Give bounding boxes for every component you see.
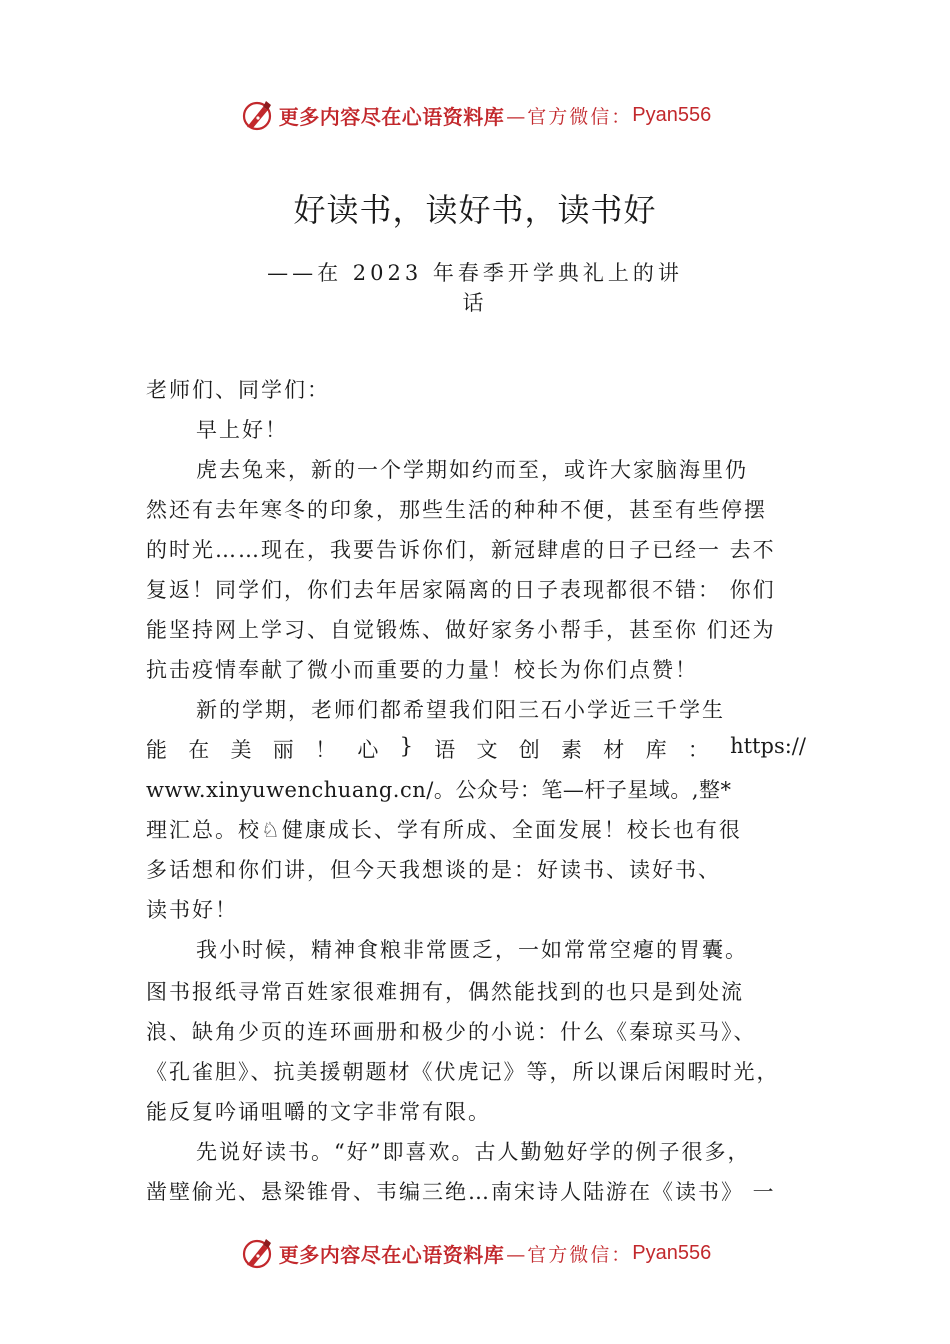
spread-char: 美 xyxy=(230,738,252,762)
watermark-banner-bottom xyxy=(0,1233,950,1273)
body-line: 抗击疫情奉献了微小而重要的力量！校长为你们点赞！ xyxy=(146,658,698,682)
watermark-wechat-id: Pyan556 xyxy=(632,1241,712,1264)
body-line: 新的学期，老师们都希望我们阳三石小学近三千学生 xyxy=(196,698,725,722)
body-line: 理汇总。校♘健康成长、学有所成、全面发展！校长也有很 xyxy=(146,818,742,842)
spread-char: ！ xyxy=(315,738,337,762)
body-line: 多话想和你们讲，但今天我想谈的是：好读书、读好书、 xyxy=(146,858,721,882)
subtitle-line-2: 话 xyxy=(462,291,488,315)
document-title: 好读书，读好书，读书好 xyxy=(293,191,657,229)
body-line: 能反复吟诵咀嚼的文字非常有限。 xyxy=(146,1100,491,1124)
body-line: 浪、缺角少页的连环画册和极少的小说：什么《秦琼买马》、 xyxy=(146,1020,757,1044)
watermark-banner-top xyxy=(0,95,950,135)
body-line: 虎去兔来，新的一个学期如约而至，或许大家脑海里仍 xyxy=(196,458,748,482)
document-subtitle xyxy=(0,258,950,318)
body-line: 能坚持网上学习、自觉锻炼、做好家务小帮手，甚至你 们还为 xyxy=(146,618,776,642)
body-line: 《孔雀胆》、抗美援朝题材《伏虎记》等，所以课后闲暇时光， xyxy=(146,1060,780,1084)
body-line: 的时光……现在，我要告诉你们，新冠肆虐的日子已经一 去不 xyxy=(146,538,776,562)
spread-char: 库 xyxy=(645,738,667,762)
watermark-wechat-id: Pyan556 xyxy=(632,103,712,126)
spread-char: 能 xyxy=(146,738,167,762)
watermark-wechat-label: —官方微信： xyxy=(506,1243,633,1266)
body-line: 早上好！ xyxy=(196,418,288,442)
spread-char: 素 xyxy=(561,738,583,762)
spread-char: 材 xyxy=(603,738,625,762)
spread-char: } xyxy=(399,734,413,758)
body-line-spread xyxy=(146,734,806,764)
spread-char: 丽 xyxy=(272,738,294,762)
spread-char: 文 xyxy=(476,738,498,762)
body-line: 我小时候，精神食粮非常匮乏，一如常常空瘪的胃囊。 xyxy=(196,938,748,962)
watermark-text: 更多内容尽在心语资料库 xyxy=(278,1242,505,1267)
watermark-text: 更多内容尽在心语资料库 xyxy=(278,104,505,129)
body-line: 读书好！ xyxy=(146,898,238,922)
spread-url: https:// xyxy=(730,734,806,758)
body-line: 然还有去年寒冬的印象，那些生活的种种不便，甚至有些停摆 xyxy=(146,498,767,522)
body-line: www.xinyuwenchuang.cn/。公众号：笔—杆子星域。,整* xyxy=(146,778,732,802)
body-line: 图书报纸寻常百姓家很难拥有，偶然能找到的也只是到处流 xyxy=(146,980,744,1004)
body-line: 复返！同学们，你们去年居家隔离的日子表现都很不错： 你们 xyxy=(146,578,776,602)
spread-char: 心 xyxy=(357,738,379,762)
spread-char: 创 xyxy=(518,738,540,762)
spread-char: 在 xyxy=(188,738,210,762)
watermark-wechat-label: —官方微信： xyxy=(506,105,633,128)
body-line-greeting: 老师们、同学们： xyxy=(146,378,330,402)
subtitle-line-1: ——在 2023 年春季开学典礼上的讲 xyxy=(267,261,683,285)
spread-char: ： xyxy=(687,738,709,762)
pen-nib-logo-icon xyxy=(239,97,275,133)
body-line: 先说好读书。“好”即喜欢。古人勤勉好学的例子很多， xyxy=(196,1140,751,1164)
spread-char: 语 xyxy=(434,738,456,762)
body-line: 凿壁偷光、悬梁锥骨、韦编三绝…南宋诗人陆游在《读书》 一 xyxy=(146,1180,776,1204)
pen-nib-logo-icon xyxy=(239,1235,275,1271)
